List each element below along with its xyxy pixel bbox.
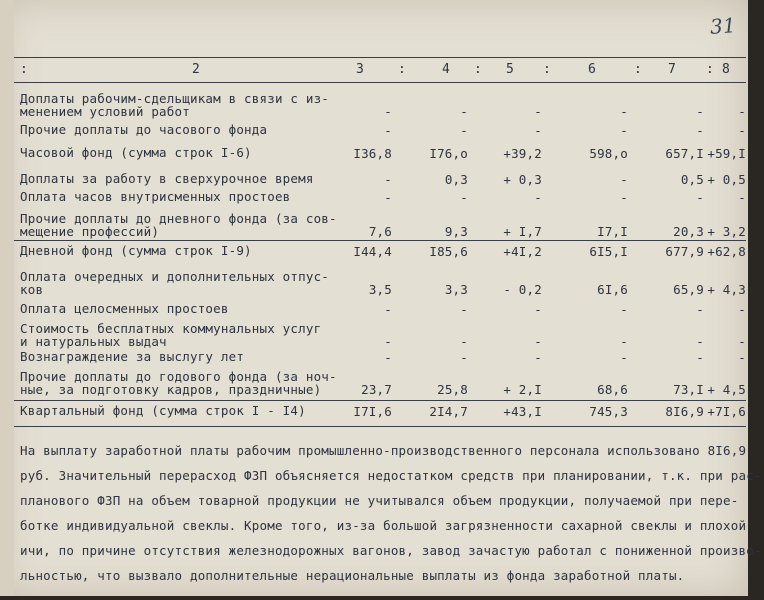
column-header-4: 4 bbox=[442, 62, 451, 77]
table-cell: - bbox=[620, 302, 628, 317]
table-end-rule bbox=[14, 426, 746, 427]
table-cell: - bbox=[696, 190, 704, 205]
table-cell: 68,6 bbox=[597, 382, 628, 397]
column-separator: : bbox=[543, 62, 552, 77]
table-bottom-rule bbox=[14, 400, 746, 401]
table-cell: 20,3 bbox=[673, 224, 704, 239]
table-cell: + 4,3 bbox=[707, 282, 746, 297]
table-cell: - bbox=[460, 334, 468, 349]
table-cell: - bbox=[696, 104, 704, 119]
table-cell: I7,I bbox=[597, 224, 628, 239]
table-top-rule bbox=[14, 57, 746, 58]
page-number: 31 bbox=[709, 13, 737, 39]
table-cell: 25,8 bbox=[437, 382, 468, 397]
table-cell: - bbox=[534, 190, 542, 205]
row-label: Доплаты за работу в сверхурочное время bbox=[20, 171, 314, 186]
table-cell: - bbox=[620, 123, 628, 138]
paragraph-line: руб. Значительный перерасход ФЗП объясняется недостатком средств при планировании, т.к. при рас- bbox=[20, 468, 762, 483]
table-cell: 598,о bbox=[589, 146, 628, 161]
table-cell: - bbox=[534, 350, 542, 365]
table-cell: - bbox=[738, 104, 746, 119]
table-cell: + I,7 bbox=[503, 224, 542, 239]
table-cell: - bbox=[738, 190, 746, 205]
row-separator-rule bbox=[14, 240, 746, 241]
table-cell: - bbox=[738, 334, 746, 349]
column-separator: : bbox=[634, 62, 643, 77]
table-cell: + 4,5 bbox=[707, 382, 746, 397]
table-cell: - bbox=[460, 302, 468, 317]
table-cell: 6I5,I bbox=[589, 244, 628, 259]
table-cell: - bbox=[384, 334, 392, 349]
table-cell: - bbox=[460, 190, 468, 205]
table-cell: I76,о bbox=[429, 146, 468, 161]
table-cell: 8I6,9 bbox=[665, 404, 704, 419]
table-cell: - bbox=[620, 350, 628, 365]
table-cell: +59,I bbox=[707, 146, 746, 161]
table-cell: 0,5 bbox=[680, 172, 704, 187]
table-cell: I85,6 bbox=[429, 244, 468, 259]
row-label: ные, за подготовку кадров, праздничные) bbox=[20, 382, 322, 397]
table-cell: + 3,2 bbox=[707, 224, 746, 239]
column-header-6: 6 bbox=[588, 62, 597, 77]
table-cell: 745,3 bbox=[589, 404, 628, 419]
table-cell: - bbox=[460, 123, 468, 138]
table-cell: - bbox=[534, 104, 542, 119]
table-cell: - bbox=[620, 190, 628, 205]
table-cell: - bbox=[534, 302, 542, 317]
column-header-3: 3 bbox=[356, 62, 365, 77]
table-cell: - bbox=[696, 350, 704, 365]
table-cell: + 0,3 bbox=[503, 172, 542, 187]
table-cell: - bbox=[384, 172, 392, 187]
table-cell: 7,6 bbox=[368, 224, 392, 239]
row-label: Вознаграждение за выслугу лет bbox=[20, 349, 245, 364]
table-cell: - bbox=[620, 172, 628, 187]
table-cell: + 0,5 bbox=[707, 172, 746, 187]
column-separator: : bbox=[474, 62, 483, 77]
column-separator: : bbox=[706, 62, 715, 77]
table-cell: - 0,2 bbox=[503, 282, 542, 297]
row-label: ков bbox=[20, 282, 44, 297]
column-separator: : bbox=[20, 62, 29, 77]
row-label: Прочие доплаты до часового фонда bbox=[20, 122, 268, 137]
table-cell: - bbox=[384, 350, 392, 365]
row-label: Оплата часов внутрисменных простоев bbox=[20, 189, 291, 204]
table-cell: 6I,6 bbox=[597, 282, 628, 297]
table-cell: 9,3 bbox=[444, 224, 468, 239]
table-cell: 3,5 bbox=[368, 282, 392, 297]
table-cell: I36,8 bbox=[353, 146, 392, 161]
table-cell: +7I,6 bbox=[707, 404, 746, 419]
table-cell: - bbox=[384, 123, 392, 138]
row-label: Дневной фонд (сумма строк I-9) bbox=[20, 243, 252, 258]
table-cell: - bbox=[534, 123, 542, 138]
column-header-7: 7 bbox=[668, 62, 677, 77]
table-cell: - bbox=[534, 334, 542, 349]
paragraph-line: На выплату заработной платы рабочим промышленно-производственного персонала использовано 8I6,9 bbox=[20, 443, 747, 458]
row-label: и натуральных выдач bbox=[20, 334, 167, 349]
row-label: Оплата очередных и дополнительных отпус- bbox=[20, 269, 330, 284]
paragraph-line: ботке индивидуальной свеклы. Кроме того, из-за большой загрязненности сахарной свеклы и плохой bbox=[20, 518, 747, 533]
paragraph-line: планового ФЗП на объем товарной продукции не учитывался объем продукции, получаемой при пере- bbox=[20, 493, 739, 508]
table-cell: - bbox=[384, 190, 392, 205]
table-cell: 3,3 bbox=[444, 282, 468, 297]
table-cell: - bbox=[460, 104, 468, 119]
table-cell: 73,I bbox=[673, 382, 704, 397]
table-cell: - bbox=[738, 350, 746, 365]
table-cell: +62,8 bbox=[707, 244, 746, 259]
column-separator: : bbox=[398, 62, 407, 77]
row-label: Стоимость бесплатных коммунальных услуг bbox=[20, 321, 322, 336]
column-header-5: 5 bbox=[506, 62, 515, 77]
table-cell: I44,4 bbox=[353, 244, 392, 259]
row-label: менением условий работ bbox=[20, 104, 190, 119]
row-label: Прочие доплаты до дневного фонда (за сов- bbox=[20, 211, 337, 226]
table-cell: 657,I bbox=[665, 146, 704, 161]
table-cell: - bbox=[620, 334, 628, 349]
table-cell: I7I,6 bbox=[353, 404, 392, 419]
row-label: Квартальный фонд (сумма строк I - I4) bbox=[20, 403, 306, 418]
table-cell: 23,7 bbox=[361, 382, 392, 397]
header-bottom-rule bbox=[14, 82, 746, 83]
table-cell: - bbox=[696, 123, 704, 138]
table-cell: - bbox=[738, 302, 746, 317]
table-cell: +39,2 bbox=[503, 146, 542, 161]
table-cell: - bbox=[620, 104, 628, 119]
row-label: Часовой фонд (сумма строк I-6) bbox=[20, 145, 252, 160]
row-label: Доплаты рабочим-сдельщикам в связи с из- bbox=[20, 91, 330, 106]
page-binding-edge bbox=[0, 0, 14, 596]
table-cell: 677,9 bbox=[665, 244, 704, 259]
table-cell: - bbox=[460, 350, 468, 365]
table-cell: 65,9 bbox=[673, 282, 704, 297]
column-header-8: 8 bbox=[722, 62, 731, 77]
table-cell: - bbox=[696, 302, 704, 317]
table-cell: - bbox=[384, 302, 392, 317]
table-cell: - bbox=[696, 334, 704, 349]
row-label: мещение профессий) bbox=[20, 224, 160, 239]
row-label: Оплата целосменных простоев bbox=[20, 301, 229, 316]
paragraph-line: льностью, что вызвало дополнительные нерациональные выплаты из фонда заработной платы. bbox=[20, 568, 685, 583]
row-label: Прочие доплаты до годового фонда (за ноч- bbox=[20, 369, 337, 384]
table-cell: 2I4,7 bbox=[429, 404, 468, 419]
table-cell: 0,3 bbox=[444, 172, 468, 187]
paragraph-line: ичи, по причине отсутствия железнодорожных вагонов, завод зачастую работал с пониженной произво- bbox=[20, 543, 762, 558]
table-cell: +4I,2 bbox=[503, 244, 542, 259]
table-cell: - bbox=[384, 104, 392, 119]
column-header-2: 2 bbox=[192, 62, 201, 77]
table-cell: + 2,I bbox=[503, 382, 542, 397]
table-cell: +43,I bbox=[503, 404, 542, 419]
table-cell: - bbox=[738, 123, 746, 138]
